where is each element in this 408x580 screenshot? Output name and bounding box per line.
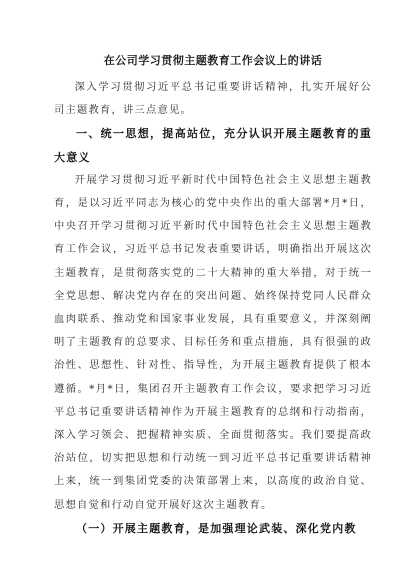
- document-page: [54, 54, 372, 540]
- section-1-heading: 一、统一思想，提高站位，充分认识开展主题教育的重大意义: [54, 127, 372, 164]
- document-title: 在公司学习贯彻主题教育工作会议上的讲话: [103, 54, 323, 67]
- intro-paragraph: 深入学习贯彻习近平总书记重要讲话精神，扎实开展好公司主题教育，讲三点意见。: [54, 81, 372, 117]
- subsection-1-heading: （一）开展主题教育，是加强理论武装、深化党内教: [76, 521, 357, 535]
- section-1-paragraph: 开展学习贯彻习近平新时代中国特色社会主义思想主题教育，是以习近平同志为核心的党中央作出的重大部署*月*日，中央召开学习贯彻习近平新时代中国特色社会主义思想主题教育工作会议，习近平总书记发表重要讲话，明确指出开展这次主题教育，是贯彻落实党的二十大精神的重大举措，对于统一全党思想、解决党内存在的突出问题、始终保持党同人民群众血肉联系、推动党和国家事业发展，具有重要意义，并深刻阐明了主题教育的总要求、目标任务和重点措施，具有很强的政治性、思想性、针对性、指导性，为开展主题教育提供了根本遵循。*月*日，集团召开主题教育工作会议，要求把学习习近平总书记重要讲话精神作为开展主题教育的总纲和行动指南，深入学习领会、把握精神实质、全面贯彻落实。我们要提高政治站位，切实把思想和行动统一到习近平总书记重要讲话精神上来，统一到集团党委的决策部署上来，以高度的政治自觉、思想自觉和行动自觉开展好这次主题教育。: [54, 173, 372, 511]
